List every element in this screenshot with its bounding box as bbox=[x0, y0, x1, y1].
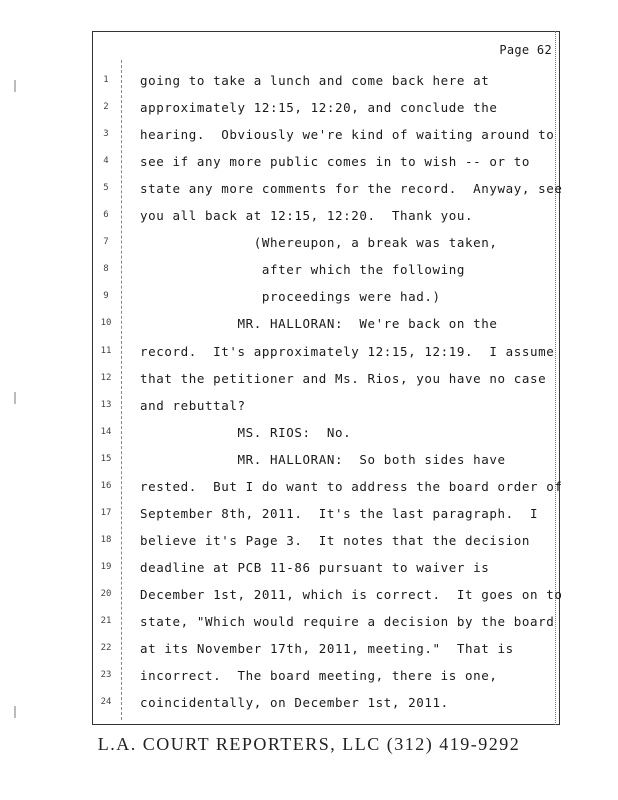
line-text: approximately 12:15, 12:20, and conclude the bbox=[140, 100, 498, 116]
line-number: 20 bbox=[100, 588, 112, 599]
line-text: and rebuttal? bbox=[140, 397, 246, 413]
line-text: hearing. Obviously we're kind of waiting around to bbox=[140, 127, 555, 143]
left-margin-rule bbox=[121, 60, 123, 720]
line-text: deadline at PCB 11-86 pursuant to waiver is bbox=[140, 559, 490, 575]
line-number: 4 bbox=[103, 156, 109, 167]
line-text: state, "Which would require a decision by the board bbox=[140, 614, 555, 629]
page-number: Page 62 bbox=[499, 43, 552, 57]
scan-mark bbox=[14, 80, 16, 92]
line-number: 15 bbox=[100, 453, 112, 464]
line-text: MR. HALLORAN: We're back on the bbox=[140, 316, 498, 332]
line-text: at its November 17th, 2011, meeting." That is bbox=[140, 641, 514, 657]
line-number: 9 bbox=[103, 291, 109, 302]
line-text: MS. RIOS: No. bbox=[140, 424, 352, 440]
line-number: 12 bbox=[100, 372, 112, 383]
line-text: that the petitioner and Ms. Rios, you have no case bbox=[140, 370, 547, 386]
line-text: you all back at 12:15, 12:20. Thank you. bbox=[140, 208, 474, 224]
line-number: 13 bbox=[100, 399, 112, 410]
line-number: 2 bbox=[103, 102, 109, 113]
line-number: 21 bbox=[100, 616, 112, 626]
line-text: incorrect. The board meeting, there is one, bbox=[140, 668, 498, 684]
line-number: 11 bbox=[100, 345, 112, 356]
line-text: going to take a lunch and come back here at bbox=[140, 73, 490, 88]
scan-mark bbox=[14, 392, 16, 404]
line-number: 1 bbox=[103, 75, 109, 85]
footer-reporter: L.A. COURT REPORTERS, LLC (312) 419-9292 bbox=[97, 734, 521, 754]
line-text: MR. HALLORAN: So both sides have bbox=[140, 451, 506, 467]
line-number: 24 bbox=[100, 697, 112, 708]
line-number: 7 bbox=[103, 237, 109, 248]
line-text: record. It's approximately 12:15, 12:19. I assume bbox=[140, 343, 555, 359]
line-text: after which the following bbox=[140, 262, 466, 278]
line-number: 23 bbox=[100, 670, 112, 681]
line-number: 5 bbox=[103, 183, 109, 194]
line-text: rested. But I do want to address the board order of bbox=[140, 478, 563, 494]
line-number: 16 bbox=[100, 480, 112, 491]
line-number: 3 bbox=[103, 129, 109, 140]
line-text: September 8th, 2011. It's the last paragraph. I bbox=[140, 505, 539, 521]
line-number: 18 bbox=[100, 534, 112, 545]
line-number: 19 bbox=[100, 561, 112, 572]
line-text: coincidentally, on December 1st, 2011. bbox=[140, 695, 449, 711]
line-number: 10 bbox=[100, 318, 112, 329]
line-text: December 1st, 2011, which is correct. It goes on to bbox=[140, 586, 563, 602]
line-text: proceedings were had.) bbox=[140, 289, 441, 305]
line-number: 8 bbox=[103, 264, 109, 275]
line-text: (Whereupon, a break was taken, bbox=[140, 235, 498, 251]
line-number: 14 bbox=[100, 426, 112, 437]
line-text: state any more comments for the record. Anyway, see bbox=[140, 181, 563, 197]
line-number: 6 bbox=[103, 210, 109, 221]
line-number: 22 bbox=[100, 643, 112, 654]
right-margin-rule bbox=[555, 31, 557, 725]
line-text: believe it's Page 3. It notes that the decision bbox=[140, 532, 531, 548]
scan-mark bbox=[14, 706, 16, 718]
line-number: 17 bbox=[100, 507, 112, 518]
line-text: see if any more public comes in to wish -- or to bbox=[140, 154, 531, 170]
